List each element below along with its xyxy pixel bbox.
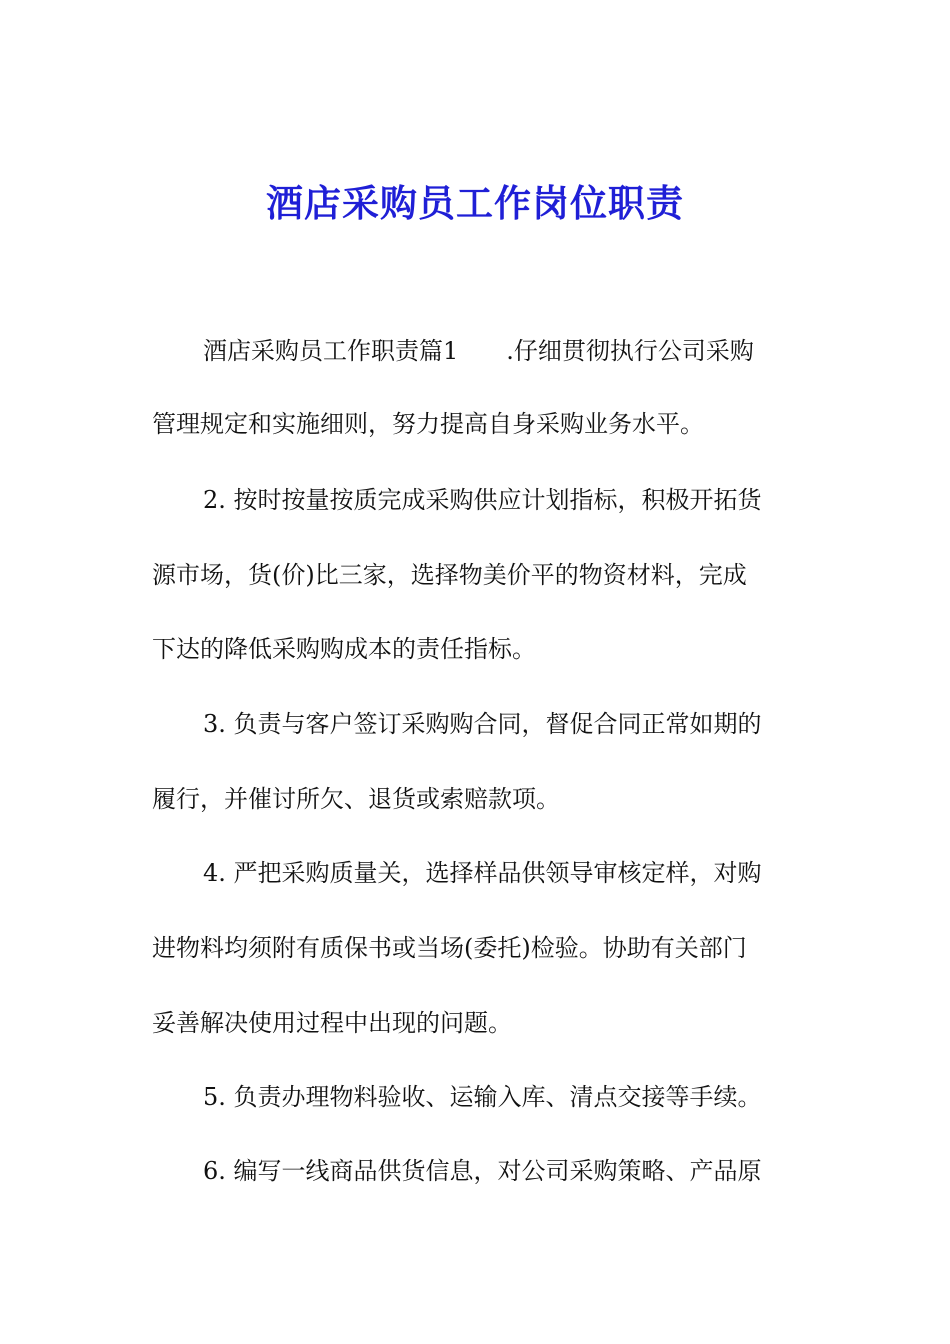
paragraph-line: 2. 按时按量按质完成采购供应计划指标，积极开拓货 bbox=[203, 486, 762, 514]
paragraph-line: 6. 编写一线商品供货信息，对公司采购策略、产品原 bbox=[203, 1157, 762, 1185]
paragraph-line: 履行，并催讨所欠、退货或索赔款项。 bbox=[152, 785, 560, 813]
paragraph-line: 3. 负责与客户签订采购购合同，督促合同正常如期的 bbox=[203, 710, 762, 738]
paragraph-line: 5. 负责办理物料验收、运输入库、清点交接等手续。 bbox=[203, 1083, 762, 1111]
paragraph-line: 妥善解决使用过程中出现的问题。 bbox=[152, 1009, 512, 1037]
paragraph-line: 源市场，货(价)比三家，选择物美价平的物资材料，完成 bbox=[152, 561, 747, 589]
paragraph-line: 进物料均须附有质保书或当场(委托)检验。协助有关部门 bbox=[152, 934, 747, 962]
paragraph-line: 4. 严把采购质量关，选择样品供领导审核定样，对购 bbox=[203, 859, 762, 887]
document-title: 酒店采购员工作岗位职责 bbox=[266, 181, 684, 225]
paragraph-line: 管理规定和实施细则，努力提高自身采购业务水平。 bbox=[152, 410, 704, 438]
paragraph-line: 下达的降低采购购成本的责任指标。 bbox=[152, 635, 536, 663]
paragraph-line: 酒店采购员工作职责篇1 .仔细贯彻执行公司采购 bbox=[203, 337, 754, 365]
